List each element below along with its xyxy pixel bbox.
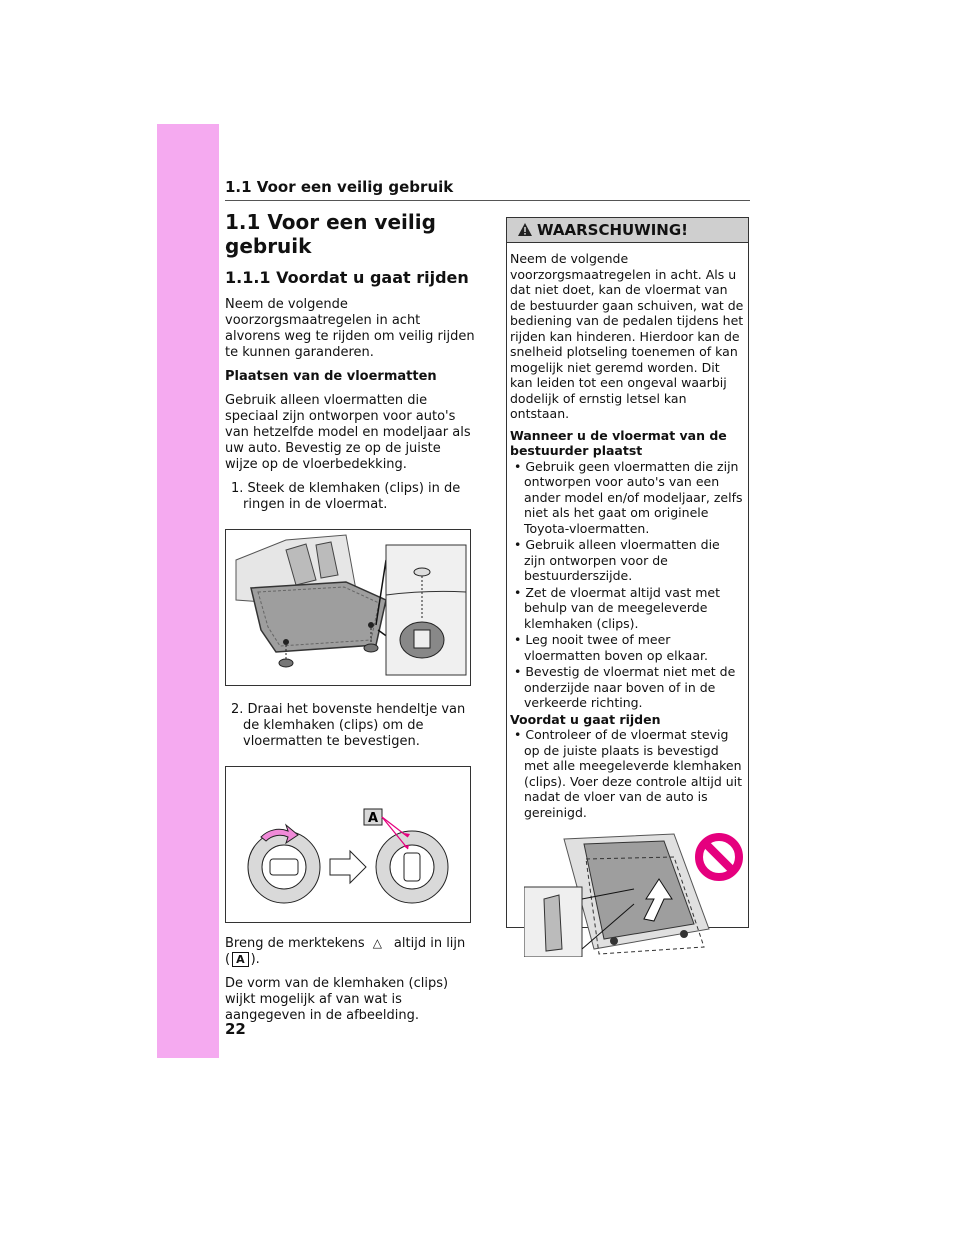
marker-text-a: Breng de merktekens (225, 936, 365, 951)
clip-shape-note: De vorm van de klemhaken (clips) wijkt mogelijk af van wat is aangegeven in de afbeelding. (225, 976, 449, 1023)
header-rule (225, 200, 750, 201)
marker-instruction (225, 935, 475, 968)
running-header: 1.1 Voor een veilig gebruik (225, 178, 454, 196)
warning-paragraph: Neem de volgende voorzorgsmaatregelen in acht. Als u dat niet doet, kan de vloermat van de bestuurder gaan schuiven, wat de bediening van de pedalen tijdens het rijden kan hinderen. Hierdoor kan de snelheid plotseling toenemen of kan mogelijk niet geremd worden. Dit kan leiden tot een ongeval waarbij dodelijk of ernstig letsel kan ontstaan. (510, 251, 744, 421)
triangle-marker-icon: △ (372, 936, 382, 950)
warning-bullet: • Gebruik alleen vloermatten die zijn ontworpen voor de bestuurderszijde. (514, 537, 720, 583)
warning-subheading-1: Wanneer u de vloermat van de bestuurder plaatst (510, 427, 727, 458)
subsection-title: 1.1.1 Voordat u gaat rijden (225, 268, 469, 287)
warning-bullet: • Controleer of de vloermat stevig op de juiste plaats is bevestigd met alle meegeleverde klemhaken (clips). Voer deze controle altijd uit nadat de vloer van de auto is gereinigd. (514, 727, 743, 820)
step-1: 1. Steek de klemhaken (clips) in de ringen in de vloermat. (231, 481, 461, 512)
clip-rotation-illustration (225, 766, 471, 923)
warning-bullet: • Leg nooit twee of meer vloermatten boven op elkaar. (514, 632, 708, 663)
marker-close-paren: ). (250, 952, 260, 967)
section-title: 1.1 Voor een veilig gebruik (225, 210, 436, 258)
marker-open-paren: ( (225, 952, 231, 967)
mat-misplacement-illustration (524, 829, 744, 957)
chapter-sidebar-tab (157, 124, 219, 1058)
page-number: 22 (225, 1020, 246, 1038)
step-2: 2. Draai het bovenste hendeltje van de klemhaken (clips) om de vloermatten te bevestigen. (231, 702, 466, 749)
callout-a-label: A (367, 811, 379, 826)
warning-bullet: • Zet de vloermat altijd vast met behulp van de meegeleverde klemhaken (clips). (514, 584, 721, 631)
floor-mat-illustration (225, 529, 471, 686)
callout-a-box: A (232, 952, 249, 967)
intro-paragraph: Neem de volgende voorzorgsmaatregelen in acht alvorens weg te rijden om veilig rijden te kunnen garanderen. (225, 297, 475, 360)
warning-box (506, 217, 749, 928)
warning-title: WAARSCHUWING! (537, 221, 689, 239)
warning-triangle-icon (517, 222, 533, 238)
left-column (225, 204, 475, 1032)
marker-text-b: altijd in lijn (393, 936, 466, 951)
warning-subheading-2: Voordat u gaat rijden (510, 711, 661, 727)
warning-bullet: • Bevestig de vloermat niet met de onderzijde naar boven of in de verkeerde richting. (514, 664, 736, 710)
floor-mat-heading: Plaatsen van de vloermatten (225, 369, 437, 384)
warning-header (507, 218, 748, 243)
warning-bullet: • Gebruik geen vloermatten die zijn ontworpen voor auto's van een ander model en/of modeljaar, zelfs niet als het gaat om originele Toyota-vloermatten. (514, 458, 743, 536)
warning-body (507, 243, 748, 961)
floor-mat-paragraph: Gebruik alleen vloermatten die speciaal zijn ontworpen voor auto's van hetzelfde model en modeljaar als uw auto. Bevestig ze op de juiste wijze op de vloerbedekking. (225, 393, 471, 472)
